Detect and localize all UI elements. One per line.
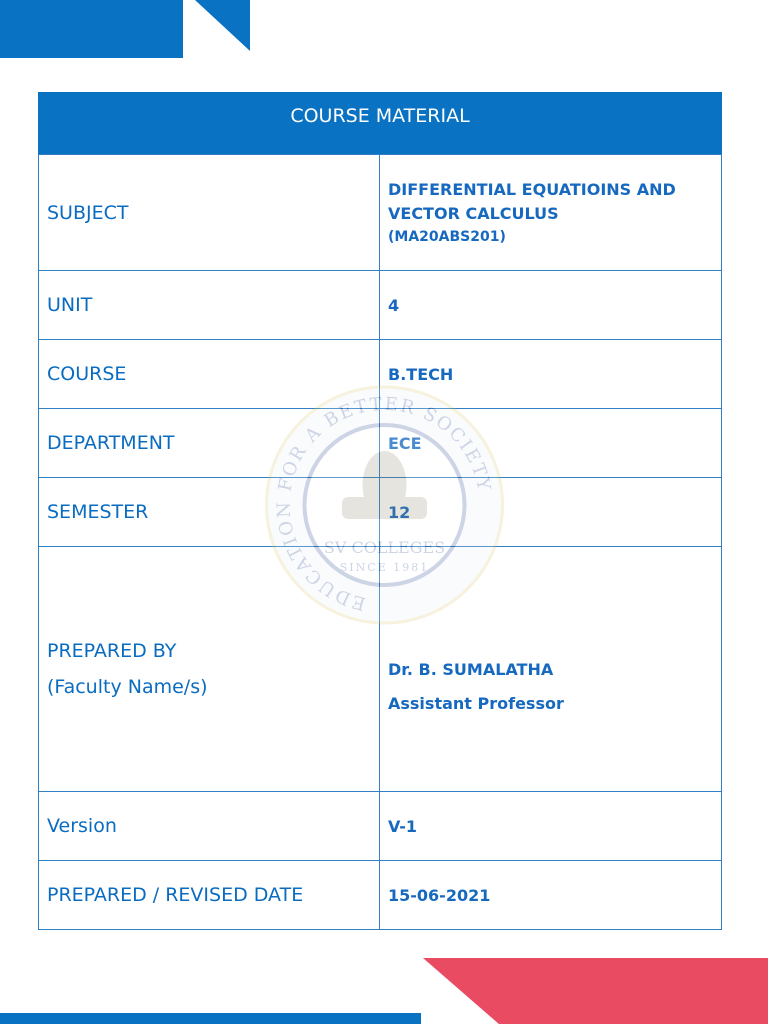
semester-label: SEMESTER [39, 478, 380, 547]
course-material-card [38, 92, 722, 930]
card-header: COURSE MATERIAL [38, 92, 722, 154]
version-label: Version [39, 792, 380, 861]
course-label: COURSE [39, 340, 380, 409]
seal-since: SINCE 1981 [339, 561, 430, 574]
bottom-right-red-shape [423, 958, 768, 1024]
course-details-table [38, 154, 722, 930]
unit-value: 4 [380, 271, 722, 340]
subject-name-line2: VECTOR CALCULUS [388, 203, 559, 223]
prepared-by-label-line1: PREPARED BY [47, 640, 177, 662]
subject-code: (MA20ABS201) [388, 228, 506, 245]
table-row-semester [39, 478, 722, 547]
prepared-by-label-line2: (Faculty Name/s) [47, 676, 208, 698]
table-row-department [39, 409, 722, 478]
seal-name: SV COLLEGES [323, 538, 446, 557]
faculty-name: Dr. B. SUMALATHA [388, 660, 554, 679]
subject-name-line1: DIFFERENTIAL EQUATIOINS AND [388, 179, 676, 199]
top-left-blue-block [0, 0, 183, 58]
department-label: DEPARTMENT [39, 409, 380, 478]
table-row-version [39, 792, 722, 861]
table-row-course [39, 340, 722, 409]
table-row-unit [39, 271, 722, 340]
unit-label: UNIT [39, 271, 380, 340]
prepared-by-value [380, 547, 722, 792]
date-label: PREPARED / REVISED DATE [39, 861, 380, 930]
course-value: B.TECH [380, 340, 722, 409]
date-value: 15-06-2021 [380, 861, 722, 930]
top-blue-triangle [195, 0, 250, 51]
subject-value [380, 155, 722, 271]
bottom-blue-bar [0, 1013, 421, 1024]
department-value: ECE [380, 409, 722, 478]
prepared-by-label [39, 547, 380, 792]
faculty-designation: Assistant Professor [388, 694, 564, 713]
subject-label: SUBJECT [39, 155, 380, 271]
version-value: V-1 [380, 792, 722, 861]
seal-ring-text: EDUCATION FOR A BETTER SOCIETY [273, 393, 495, 615]
table-row-prepared-by [39, 547, 722, 792]
semester-value: 12 [380, 478, 722, 547]
table-row-date [39, 861, 722, 930]
table-row-subject [39, 155, 722, 271]
